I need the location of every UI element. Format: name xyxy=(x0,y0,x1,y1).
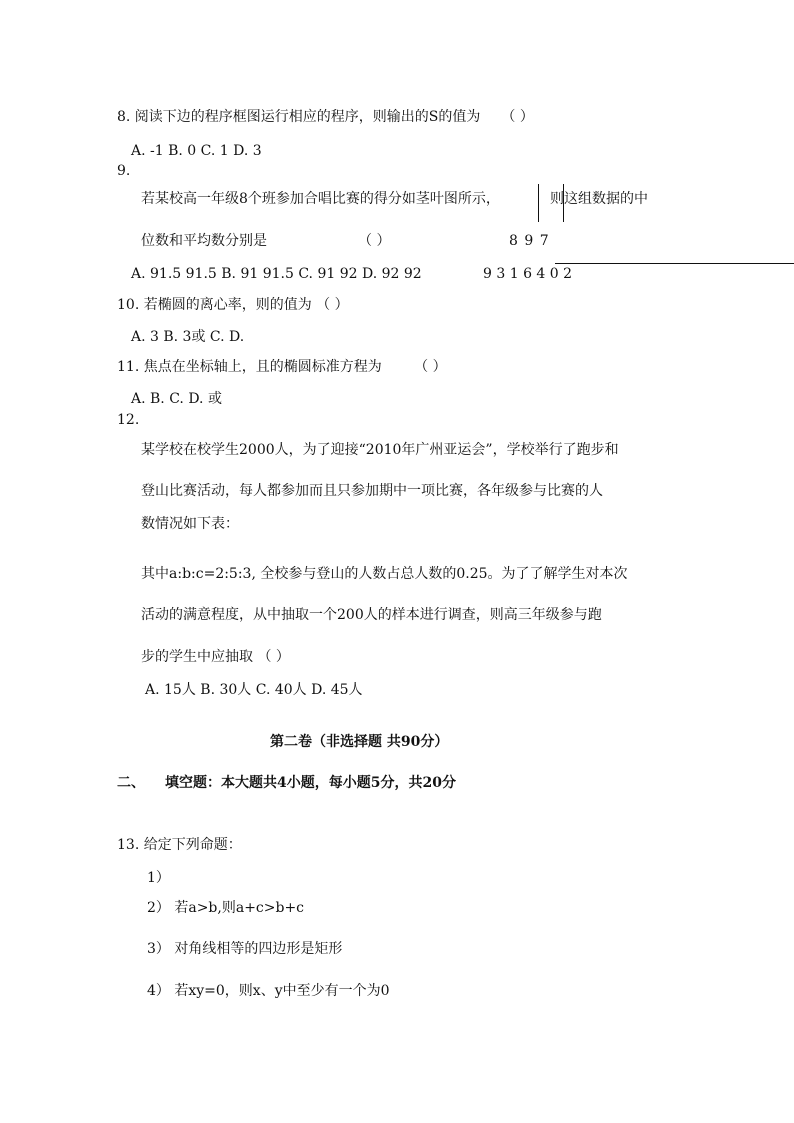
q9-stem-line1b: 则这组数据的中 xyxy=(550,191,648,207)
section-title: 填空题：本大题共4小题，每小题5分，共20分 xyxy=(165,775,456,791)
q13-item4: 4） 若xy=0，则x、y中至少有一个为0 xyxy=(147,983,390,999)
q9-stem-line1a: 若某校高一年级8个班参加合唱比赛的得分如茎叶图所示， xyxy=(141,191,500,207)
stem-leaf-row-8: 8 9 7 xyxy=(509,233,550,249)
section-number: 二、 xyxy=(117,775,145,791)
q8-options: A. -1 B. 0 C. 1 D. 3 xyxy=(131,143,262,159)
q13-item2: 2） 若a>b,则a+c>b+c xyxy=(147,900,305,916)
q8-stem: 8. 阅读下边的程序框图运行相应的程序，则输出的S的值为 （ ） xyxy=(117,109,534,125)
q12-para2-line2: 活动的满意程度，从中抽取一个200人的样本进行调查，则高三年级参与跑 xyxy=(141,607,602,623)
stem-leaf-row-9: 9 3 1 6 4 0 2 xyxy=(483,266,573,282)
q12-para2-line3: 步的学生中应抽取 （ ） xyxy=(141,649,290,665)
stem-leaf-left-border xyxy=(538,184,539,222)
q12-number: 12. xyxy=(117,412,140,428)
q12-para1-line1: 某学校在校学生2000人，为了迎接“2010年广州亚运会”，学校举行了跑步和 xyxy=(141,442,619,458)
q13-stem: 13. 给定下列命题： xyxy=(117,837,242,853)
stem-leaf-rule xyxy=(555,263,794,264)
q12-para1-line3: 数情况如下表： xyxy=(141,516,239,532)
q9-options: A. 91.5 91.5 B. 91 91.5 C. 91 92 D. 92 92 xyxy=(131,266,422,282)
q10-options: A. 3 B. 3或 C. D. xyxy=(131,329,245,345)
q12-para2-line1: 其中a:b:c=2:5:3, 全校参与登山的人数占总人数的0.25。为了了解学生对本次 xyxy=(141,566,628,582)
q12-options: A. 15人 B. 30人 C. 40人 D. 45人 xyxy=(145,682,363,698)
q12-para1-line2: 登山比赛活动，每人都参加而且只参加期中一项比赛，各年级参与比赛的人 xyxy=(141,483,603,499)
q9-number: 9. xyxy=(117,163,131,179)
q9-stem-line2: 位数和平均数分别是 （ ） xyxy=(141,233,391,249)
q11-stem: 11. 焦点在坐标轴上，且的椭圆标准方程为 （ ） xyxy=(117,359,447,375)
q10-stem: 10. 若椭圆的离心率，则的值为 （ ） xyxy=(117,297,349,313)
q13-item1: 1） xyxy=(147,870,170,886)
q13-item3: 3） 对角线相等的四边形是矩形 xyxy=(147,941,343,957)
part2-title: 第二卷（非选择题 共90分） xyxy=(270,734,449,750)
q11-options: A. B. C. D. 或 xyxy=(131,391,222,407)
